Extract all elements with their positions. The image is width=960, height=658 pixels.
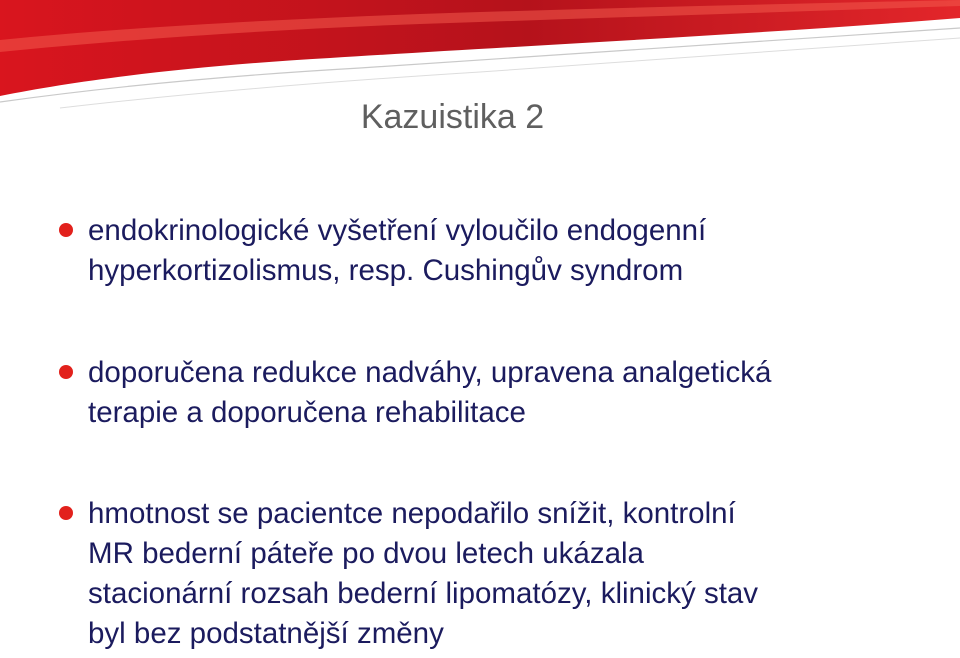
bullet-line: hmotnost se pacientce nepodařilo snížit, kontrolní <box>88 497 736 530</box>
bullet-item <box>88 494 758 654</box>
bullet-dot-icon <box>59 506 73 520</box>
bullet-line: hyperkortizolismus, resp. Cushingův syndrom <box>88 254 684 287</box>
slide-title: Kazuistika 2 <box>360 98 545 136</box>
bullet-line: stacionární rozsah bederní lipomatózy, klinický stav <box>88 577 759 610</box>
bullet-dot-icon <box>59 223 73 237</box>
bullet-line: byl bez podstatnější změny <box>88 617 444 650</box>
bullet-line: doporučena redukce nadváhy, upravena analgetická <box>88 356 772 389</box>
bullet-item <box>88 353 771 433</box>
bullet-item <box>88 211 706 291</box>
bullet-dot-icon <box>59 365 73 379</box>
bullet-line: endokrinologické vyšetření vyloučilo endogenní <box>88 214 707 247</box>
bullet-line: terapie a doporučena rehabilitace <box>88 396 526 429</box>
bullet-line: MR bederní páteře po dvou letech ukázala <box>88 537 644 570</box>
